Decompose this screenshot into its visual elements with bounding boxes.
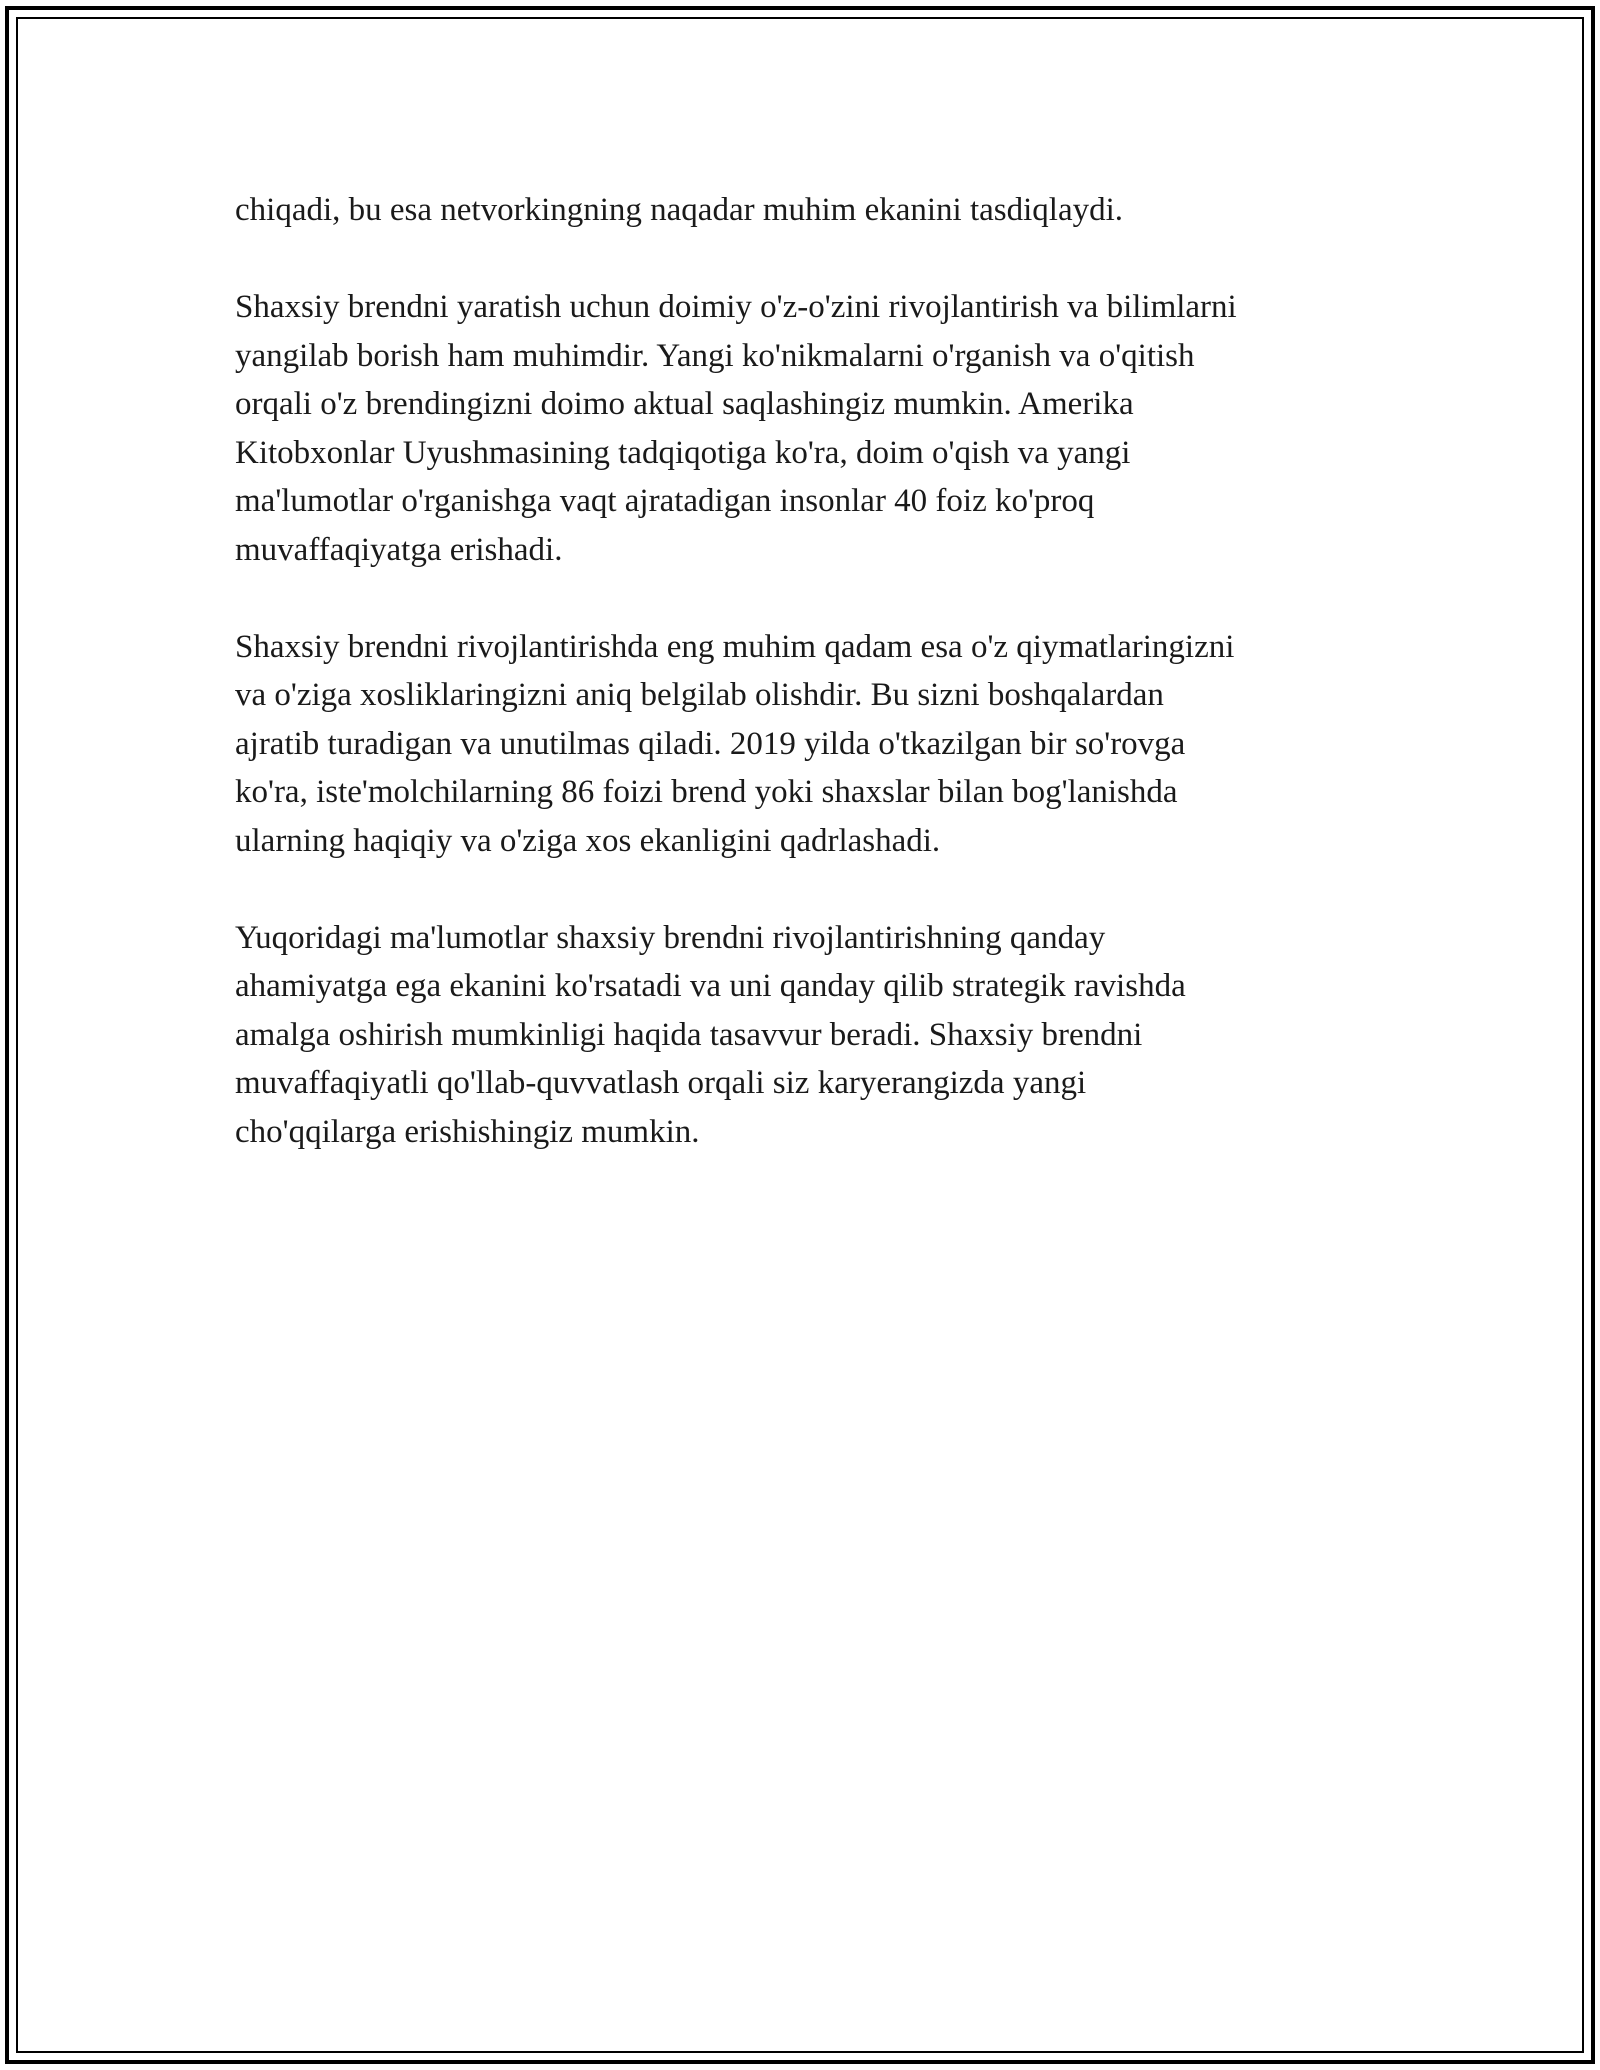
text-line: muvaffaqiyatga erishadi. xyxy=(235,531,563,568)
text-line: chiqadi, bu esa netvorkingning naqadar muhim ekanini tasdiqlaydi. xyxy=(235,192,1124,228)
text-line: va o'ziga xosliklaringizni aniq belgilab olishdir. Bu sizni boshqalardan xyxy=(235,677,1164,713)
text-line: Kitobxonlar Uyushmasining tadqiqotiga ko'ra, doim o'qish va yangi xyxy=(235,434,1131,471)
text-line: yangilab borish ham muhimdir. Yangi ko'nikmalarni o'rganish va o'qitish xyxy=(235,337,1195,374)
text-line: ularning haqiqiy va o'ziga xos ekanligini qadrlashadi. xyxy=(235,822,941,859)
text-line: amalga oshirish mumkinligi haqida tasavvur beradi. Shaxsiy brendni xyxy=(235,1016,1143,1053)
text-line: ma'lumotlar o'rganishga vaqt ajratadigan insonlar 40 foiz ko'proq xyxy=(235,483,1095,519)
text-line: ajratib turadigan va unutilmas qiladi. 2019 yilda o'tkazilgan bir so'rovga xyxy=(235,725,1186,762)
paragraph-1 xyxy=(235,186,1370,235)
text-line: orqali o'z brendingizni doimo aktual saqlashingiz mumkin. Amerika xyxy=(235,386,1134,422)
document-body xyxy=(235,186,1370,1205)
text-line: muvaffaqiyatli qo'llab-quvvatlash orqali siz karyerangizda yangi xyxy=(235,1065,1087,1101)
text-line: Yuqoridagi ma'lumotlar shaxsiy brendni rivojlantirishning qanday xyxy=(235,919,1106,956)
text-line: ahamiyatga ega ekanini ko'rsatadi va uni qanday qilib strategik ravishda xyxy=(235,968,1186,1004)
text-line: Shaxsiy brendni rivojlantirishda eng muhim qadam esa o'z qiymatlaringizni xyxy=(235,628,1235,665)
paragraph-4 xyxy=(235,914,1370,1157)
paragraph-2 xyxy=(235,283,1370,574)
paragraph-3 xyxy=(235,623,1370,866)
text-line: ko'ra, iste'molchilarning 86 foizi brend yoki shaxslar bilan bog'lanishda xyxy=(235,774,1178,810)
text-line: cho'qqilarga erishishingiz mumkin. xyxy=(235,1113,700,1150)
text-line: Shaxsiy brendni yaratish uchun doimiy o'z-o'zini rivojlantirish va bilimlarni xyxy=(235,289,1237,325)
